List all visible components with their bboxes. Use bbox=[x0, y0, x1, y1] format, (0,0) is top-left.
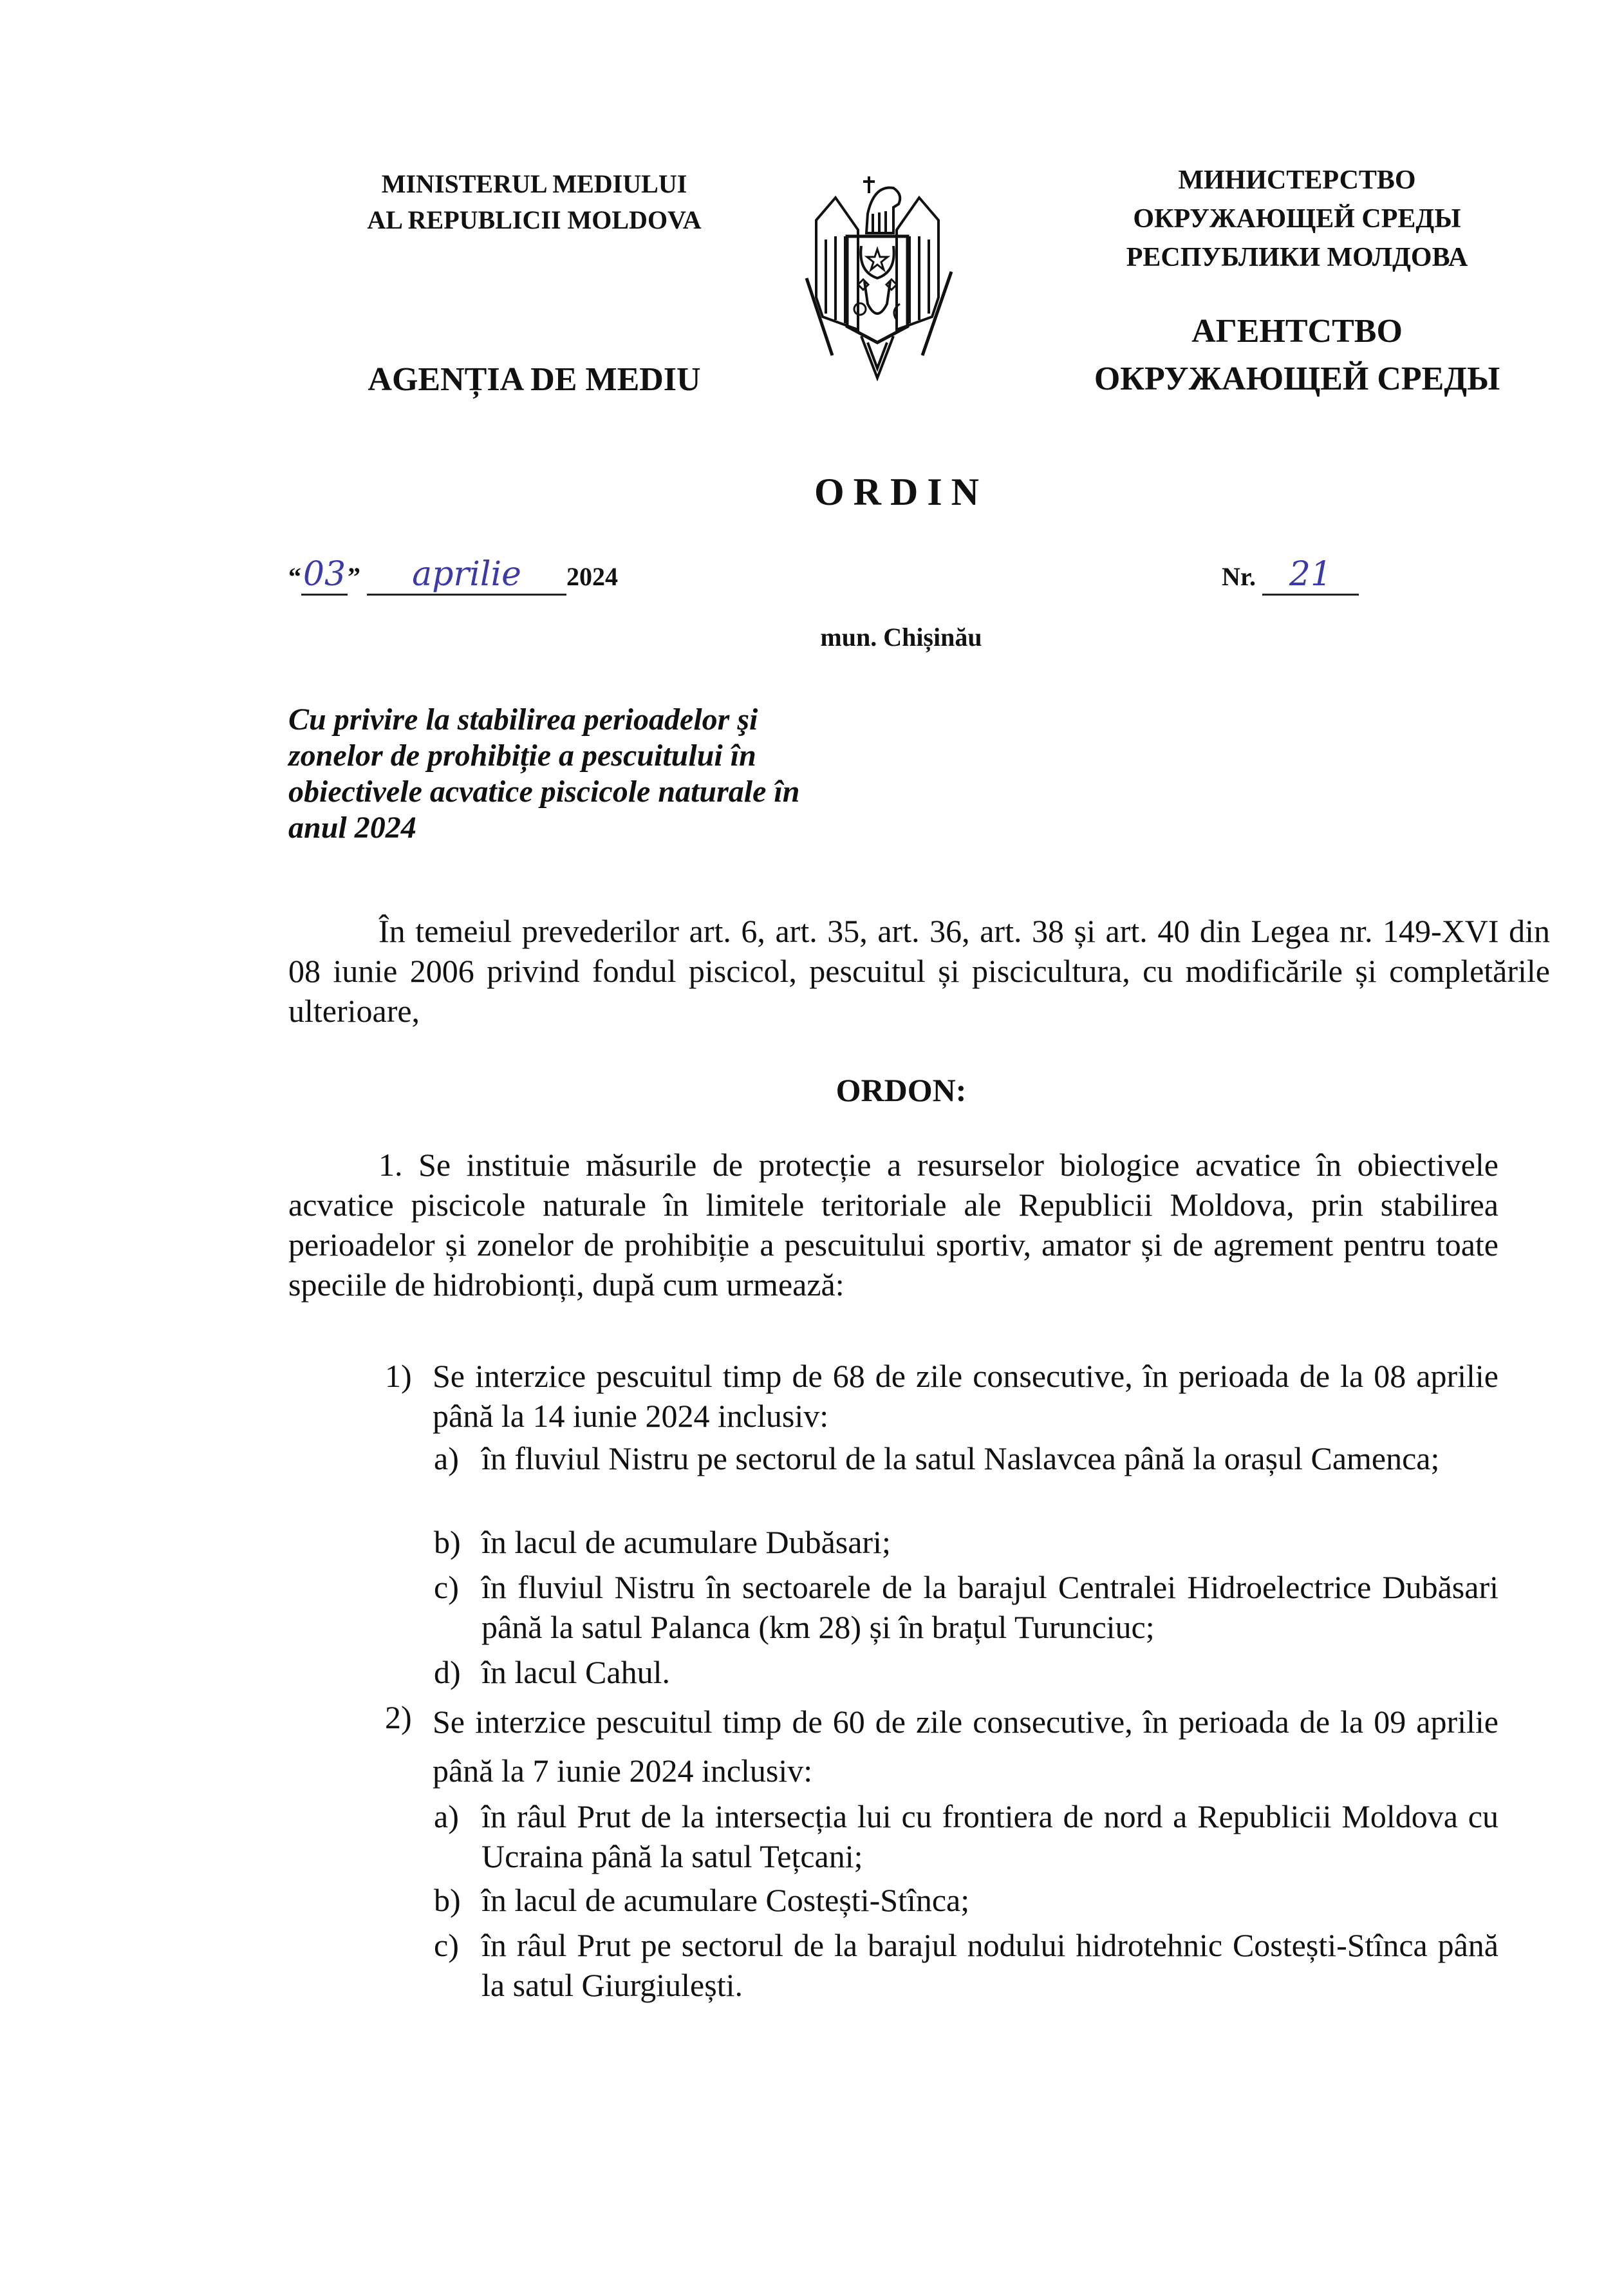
coat-of-arms-icon bbox=[797, 169, 958, 381]
point-1-paragraph: 1. Se instituie măsurile de protecție a resurselor biologice acvatice în obiectivele acvatice piscicole naturale în limitele teritoriale ale Republicii Moldova, prin stabilirea perioadelor și zonelor de prohibiție a pescuitului sportiv, amator și de agrement pentru toate speciile de hidrobionți, după cum urmează: bbox=[288, 1147, 1498, 1303]
item-text: în râul Prut pe sectorul de la barajul nodului hidrotehnic Costești-Stînca până la satul Giurgiulești. bbox=[481, 1927, 1498, 2003]
date-close-quote: ” bbox=[348, 562, 360, 591]
item-letter: b) bbox=[434, 1882, 461, 1918]
item-letter: a) bbox=[434, 1440, 459, 1476]
document-place: mun. Chișinău bbox=[820, 623, 982, 652]
item-letter: b) bbox=[434, 1524, 461, 1560]
ordon-heading: ORDON: bbox=[835, 1072, 967, 1108]
number-label: Nr. bbox=[1222, 562, 1256, 591]
subpoint-number: 2) bbox=[385, 1699, 412, 1735]
item-text: în fluviul Nistru pe sectorul de la satul Naslavcea până la orașul Camenca; bbox=[481, 1440, 1440, 1476]
item-text: în fluviul Nistru în sectoarele de la barajul Centralei Hidroelectrice Dubăsari până la satul Palanca (km 28) și în brațul Turunciuc; bbox=[481, 1569, 1498, 1645]
document-date bbox=[288, 555, 618, 596]
date-open-quote: “ bbox=[288, 562, 301, 591]
subpoint-text: Se interzice pescuitul timp de 68 de zile consecutive, în perioada de la 08 aprilie până la 14 iunie 2024 inclusiv: bbox=[433, 1358, 1498, 1434]
item-text: în lacul de acumulare Costești-Stînca; bbox=[481, 1882, 970, 1918]
ministry-ru-line-2: ОКРУЖАЮЩЕЙ СРЕДЫ bbox=[1133, 204, 1461, 234]
item-text: în lacul de acumulare Dubăsari; bbox=[481, 1524, 891, 1560]
ministry-name-ru bbox=[1043, 161, 1551, 277]
ministry-ru-line-1: МИНИСТЕРСТВО bbox=[1178, 165, 1416, 195]
ministry-line-2: AL REPUBLICII MOLDOVA bbox=[367, 205, 702, 234]
ministry-ru-line-3: РЕСПУБЛИКИ МОЛДОВА bbox=[1126, 243, 1468, 272]
agency-ru-line-2: ОКРУЖАЮЩЕЙ СРЕДЫ bbox=[1094, 361, 1500, 397]
item-text: în râul Prut de la intersecția lui cu frontiera de nord a Republicii Moldova cu Ucraina până la satul Tețcani; bbox=[481, 1798, 1498, 1874]
preamble-paragraph: În temeiul prevederilor art. 6, art. 35, art. 36, art. 38 și art. 40 din Legea nr. 149-XVI din 08 iunie 2006 privind fondul piscicol, pescuitul și piscicultura, cu modificările și completările ulterioare, bbox=[288, 913, 1550, 1029]
ministry-line-1: MINISTERUL MEDIULUI bbox=[381, 169, 687, 198]
item-letter: a) bbox=[434, 1798, 459, 1834]
date-year: 2024 bbox=[566, 562, 618, 591]
document-subject: Cu privire la stabilirea perioadelor şi zonelor de prohibiție a pescuitului în obiectivele acvatice piscicole naturale în anul 2024 bbox=[288, 702, 800, 845]
agency-name-ru bbox=[1043, 308, 1551, 403]
date-month: aprilie bbox=[367, 555, 566, 596]
item-text: în lacul Cahul. bbox=[481, 1654, 670, 1690]
item-letter: c) bbox=[434, 1927, 459, 1963]
item-letter: d) bbox=[434, 1654, 461, 1690]
document-number bbox=[1222, 555, 1359, 596]
ministry-name-ro bbox=[283, 166, 785, 238]
item-letter: c) bbox=[434, 1569, 459, 1605]
subpoint-text: Se interzice pescuitul timp de 60 de zile consecutive, în perioada de la 09 aprilie până la 7 iunie 2024 inclusiv: bbox=[433, 1704, 1498, 1789]
document-type-title: ORDIN bbox=[814, 471, 988, 513]
date-day: 03 bbox=[301, 555, 348, 596]
agency-ru-line-1: АГЕНТСТВО bbox=[1191, 313, 1403, 350]
number-value: 21 bbox=[1262, 555, 1359, 596]
agency-name-ro: AGENȚIA DE MEDIU bbox=[368, 361, 701, 398]
subpoint-number: 1) bbox=[385, 1358, 412, 1394]
